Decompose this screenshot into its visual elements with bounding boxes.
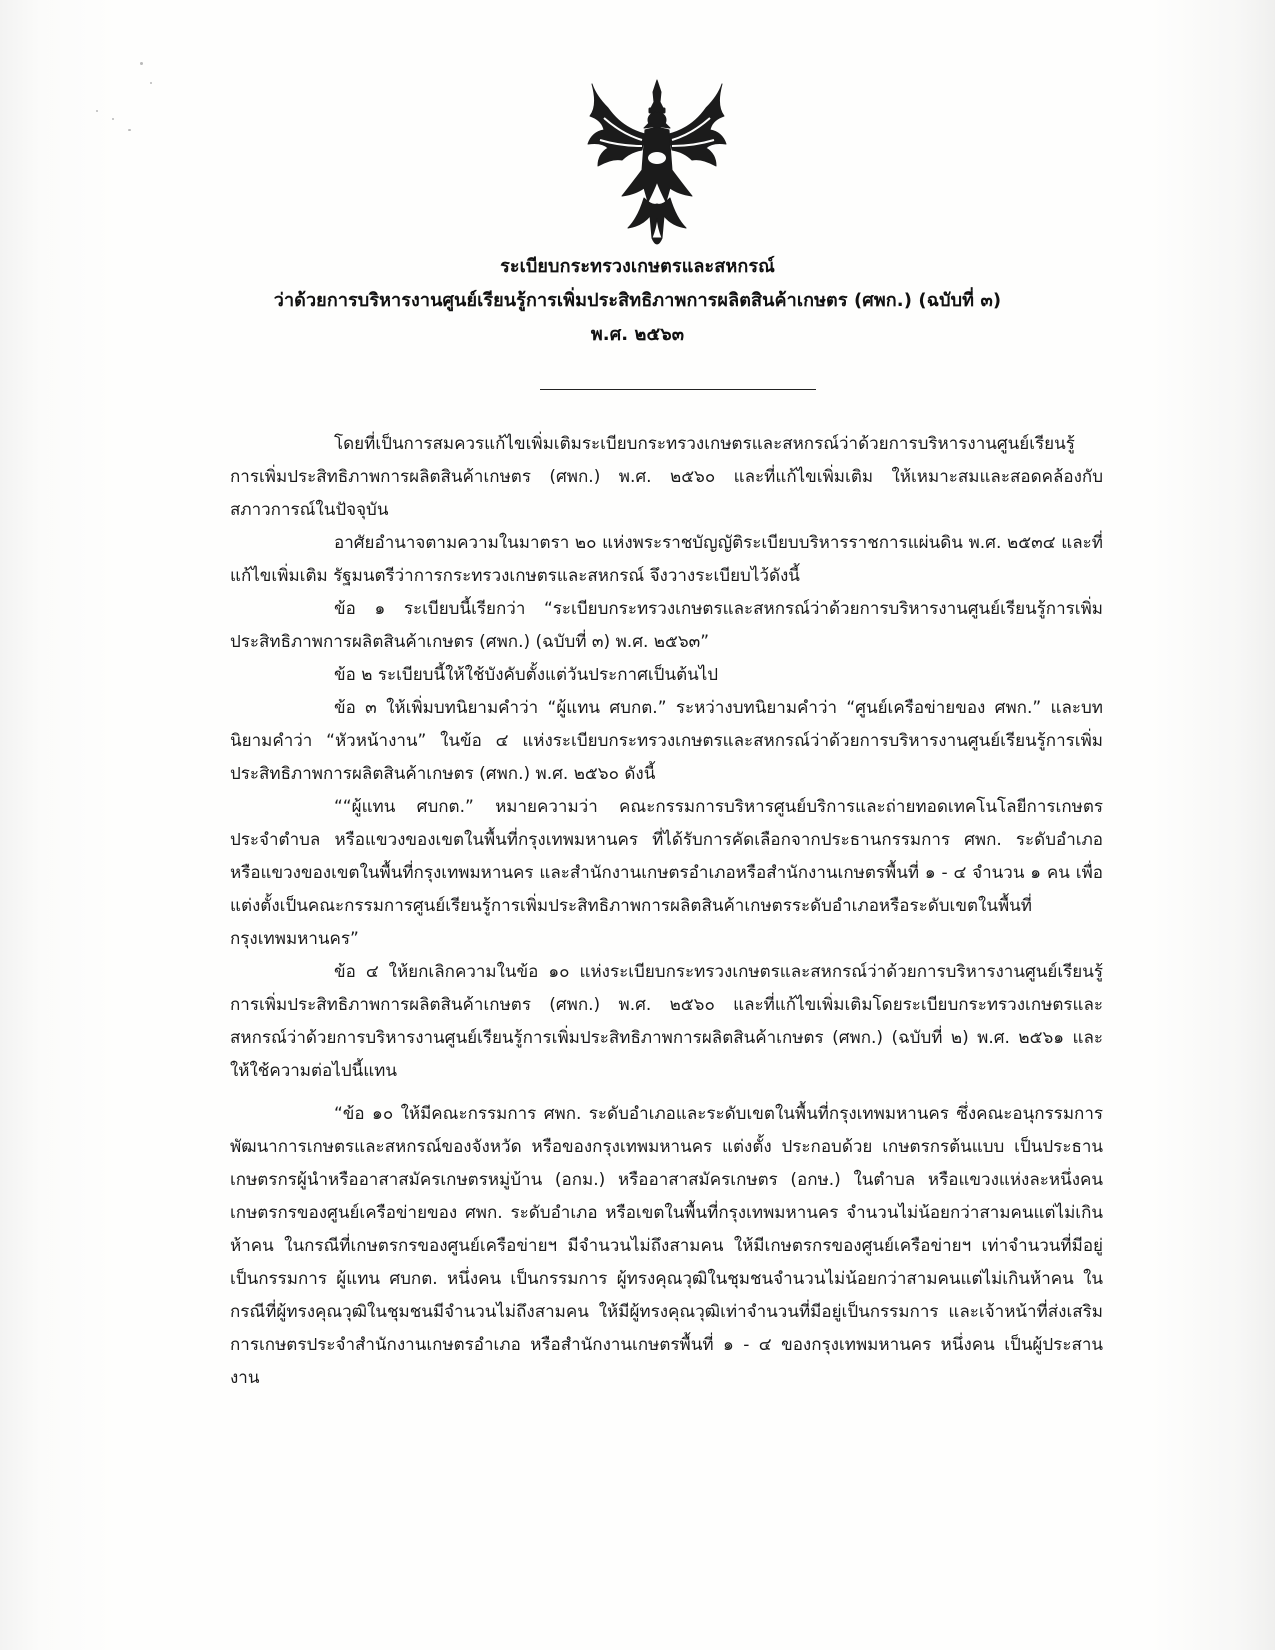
scan-speck [128, 129, 131, 131]
document-body [230, 428, 1103, 1395]
preamble-paragraph: โดยที่เป็นการสมควรแก้ไขเพิ่มเติมระเบียบกระทรวงเกษตรและสหกรณ์ว่าด้วยการบริหารงานศูนย์เรียนรู้การเพิ่มประสิทธิภาพการผลิตสินค้าเกษตร (ศพก.) พ.ศ. ๒๕๖๐ และที่แก้ไขเพิ่มเติม ให้เหมาะสมและสอดคล้องกับสภาวการณ์ในปัจจุบัน [230, 434, 1103, 520]
garuda-emblem-icon [582, 78, 732, 250]
title-line-3: พ.ศ. ๒๕๖๓ [590, 324, 685, 345]
definition-paragraph: ““ผู้แทน ศบกต.” หมายความว่า คณะกรรมการบริหารศูนย์บริการและถ่ายทอดเทคโนโลยีการเกษตรประจำตำบล หรือแขวงของเขตในพื้นที่กรุงเทพมหานคร ที่ได้รับการคัดเลือกจากประธานกรรมการ ศพก. ระดับอำเภอ หรือแขวงของเขตในพื้นที่กรุงเทพมหานคร และสำนักงานเกษตรอำเภอหรือสำนักงานเกษตรพื้นที่ ๑ - ๔ จำนวน ๑ คน เพื่อแต่งตั้งเป็นคณะกรรมการศูนย์เรียนรู้การเพิ่มประสิทธิภาพการผลิตสินค้าเกษตรระดับอำเภอหรือระดับเขตในพื้นที่กรุงเทพมหานคร” [230, 797, 1103, 949]
clause-2-paragraph: ข้อ ๒ ระเบียบนี้ให้ใช้บังคับตั้งแต่วันประกาศเป็นต้นไป [334, 665, 719, 685]
document-title [0, 250, 1275, 352]
title-line-2: ว่าด้วยการบริหารงานศูนย์เรียนรู้การเพิ่มประสิทธิภาพการผลิตสินค้าเกษตร (ศพก.) (ฉบับที่ ๓) [273, 290, 1002, 311]
scan-speck [96, 110, 98, 112]
title-line-1: ระเบียบกระทรวงเกษตรและสหกรณ์ [500, 256, 775, 277]
scan-speck [140, 62, 143, 65]
clause-4-paragraph: ข้อ ๔ ให้ยกเลิกความในข้อ ๑๐ แห่งระเบียบกระทรวงเกษตรและสหกรณ์ว่าด้วยการบริหารงานศูนย์เรียนรู้การเพิ่มประสิทธิภาพการผลิตสินค้าเกษตร (ศพก.) พ.ศ. ๒๕๖๐ และที่แก้ไขเพิ่มเติมโดยระเบียบกระทรวงเกษตรและสหกรณ์ว่าด้วยการบริหารงานศูนย์เรียนรู้การเพิ่มประสิทธิภาพการผลิตสินค้าเกษตร (ศพก.) (ฉบับที่ ๒) พ.ศ. ๒๕๖๑ และให้ใช้ความต่อไปนี้แทน [230, 962, 1103, 1081]
clause-10-paragraph: “ข้อ ๑๐ ให้มีคณะกรรมการ ศพก. ระดับอำเภอและระดับเขตในพื้นที่กรุงเทพมหานคร ซึ่งคณะอนุกรรมการพัฒนาการเกษตรและสหกรณ์ของจังหวัด หรือของกรุงเทพมหานคร แต่งตั้ง ประกอบด้วย เกษตรกรต้นแบบ เป็นประธาน เกษตรกรผู้นำหรืออาสาสมัครเกษตรหมู่บ้าน (อกม.) หรืออาสาสมัครเกษตร (อกษ.) ในตำบล หรือแขวงแห่งละหนึ่งคน เกษตรกรของศูนย์เครือข่ายของ ศพก. ระดับอำเภอ หรือเขตในพื้นที่กรุงเทพมหานคร จำนวนไม่น้อยกว่าสามคนแต่ไม่เกินห้าคน ในกรณีที่เกษตรกรของศูนย์เครือข่ายฯ มีจำนวนไม่ถึงสามคน ให้มีเกษตรกรของศูนย์เครือข่ายฯ เท่าจำนวนที่มีอยู่เป็นกรรมการ ผู้แทน ศบกต. หนึ่งคน เป็นกรรมการ ผู้ทรงคุณวุฒิในชุมชนจำนวนไม่น้อยกว่าสามคนแต่ไม่เกินห้าคน ในกรณีที่ผู้ทรงคุณวุฒิในชุมชนมีจำนวนไม่ถึงสามคน ให้มีผู้ทรงคุณวุฒิเท่าจำนวนที่มีอยู่เป็นกรรมการ และเจ้าหน้าที่ส่งเสริมการเกษตรประจำสำนักงานเกษตรอำเภอ หรือสำนักงานเกษตรพื้นที่ ๑ - ๔ ของกรุงเทพมหานคร หนึ่งคน เป็นผู้ประสานงาน [230, 1104, 1103, 1388]
authority-paragraph: อาศัยอำนาจตามความในมาตรา ๒๐ แห่งพระราชบัญญัติระเบียบบริหารราชการแผ่นดิน พ.ศ. ๒๕๓๔ และที่แก้ไขเพิ่มเติม รัฐมนตรีว่าการกระทรวงเกษตรและสหกรณ์ จึงวางระเบียบไว้ดังนี้ [230, 533, 1103, 586]
title-divider [540, 389, 816, 390]
clause-1-paragraph: ข้อ ๑ ระเบียบนี้เรียกว่า “ระเบียบกระทรวงเกษตรและสหกรณ์ว่าด้วยการบริหารงานศูนย์เรียนรู้การเพิ่มประสิทธิภาพการผลิตสินค้าเกษตร (ศพก.) (ฉบับที่ ๓) พ.ศ. ๒๕๖๓” [230, 599, 1103, 652]
scan-speck [112, 118, 114, 120]
scan-speck [150, 82, 152, 84]
clause-3-paragraph: ข้อ ๓ ให้เพิ่มบทนิยามคำว่า “ผู้แทน ศบกต.” ระหว่างบทนิยามคำว่า “ศูนย์เครือข่ายของ ศพก.” และบทนิยามคำว่า “หัวหน้างาน” ในข้อ ๔ แห่งระเบียบกระทรวงเกษตรและสหกรณ์ว่าด้วยการบริหารงานศูนย์เรียนรู้การเพิ่มประสิทธิภาพการผลิตสินค้าเกษตร (ศพก.) พ.ศ. ๒๕๖๐ ดังนี้ [230, 698, 1103, 784]
